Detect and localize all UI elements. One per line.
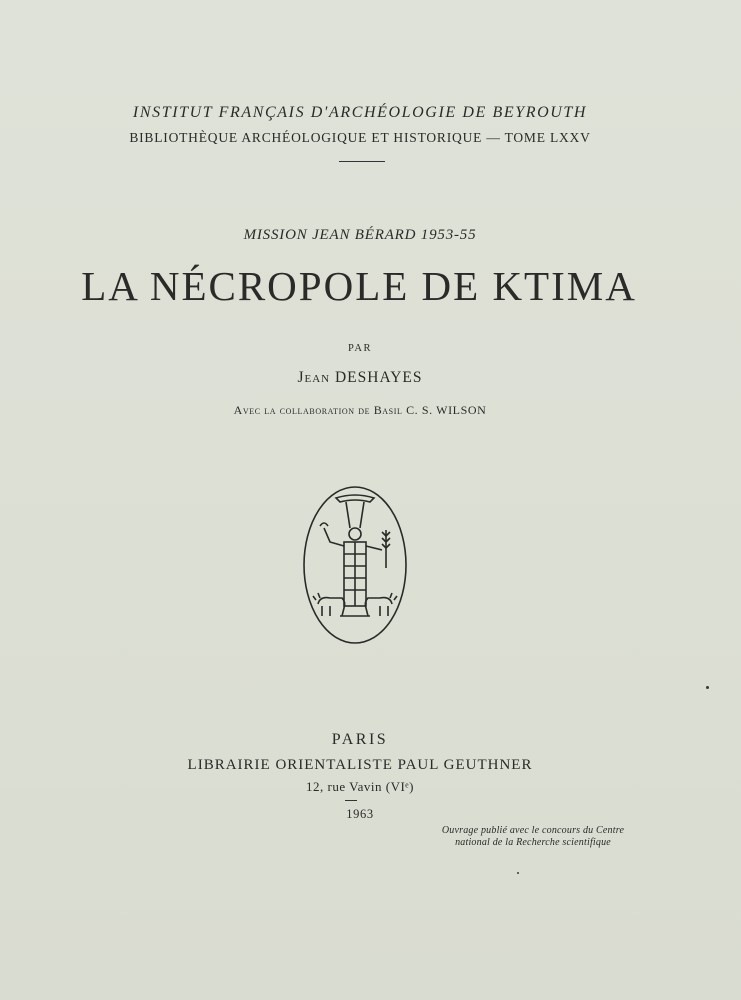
year-divider bbox=[345, 800, 357, 801]
publication-year: 1963 bbox=[346, 807, 374, 821]
mission-subtitle: MISSION JEAN BÉRARD 1953-55 bbox=[243, 227, 477, 243]
paper-speck bbox=[517, 872, 519, 874]
author-name: Jean DESHAYES bbox=[297, 369, 423, 386]
seal-figure-with-bulls-icon bbox=[300, 484, 410, 646]
series-name: BIBLIOTHÈQUE ARCHÉOLOGIQUE ET HISTORIQUE — TOME LXXV bbox=[129, 130, 591, 145]
book-title: LA NÉCROPOLE DE KTIMA bbox=[81, 263, 637, 309]
publisher-name: LIBRAIRIE ORIENTALISTE PAUL GEUTHNER bbox=[187, 757, 533, 773]
divider-rule bbox=[339, 161, 385, 162]
paper-speck bbox=[706, 686, 709, 689]
institute-name: INSTITUT FRANÇAIS D'ARCHÉOLOGIE DE BEYROUTH bbox=[132, 104, 588, 121]
collaboration-credit: Avec la collaboration de Basil C. S. WILSON bbox=[233, 403, 487, 417]
publisher-address: 12, rue Vavin (VIᵉ) bbox=[306, 779, 414, 794]
funding-note-line-2: national de la Recherche scientifique bbox=[455, 837, 611, 848]
funding-note-line-1: Ouvrage publié avec le concours du Centre bbox=[441, 825, 625, 836]
imprint-city: PARIS bbox=[331, 731, 389, 748]
by-label: PAR bbox=[348, 343, 372, 354]
funding-note bbox=[418, 825, 648, 849]
